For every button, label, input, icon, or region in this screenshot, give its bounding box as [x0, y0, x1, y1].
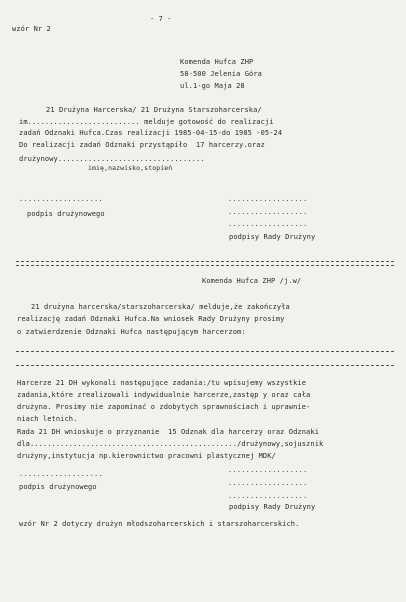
request-line-2: realizację zadań Odznaki Hufca.Na wniosek Rady Drużyny prosimy [17, 315, 285, 323]
signature-label-left-2: podpis drużynowego [19, 483, 97, 491]
report-line-4: Do realizacji zadań Odznaki przystąpiło 17 harcerzy.oraz [19, 141, 265, 149]
report2-line-6: dla................................................/drużynowy,sojusznik [17, 440, 324, 448]
signature-dots-right-2: .................. [228, 208, 308, 216]
report-line-2: im.......................... melduje gotowość do realizacji [19, 118, 274, 126]
separator-line [16, 265, 394, 266]
address-line-3: ul.1-go Maja 28 [180, 82, 245, 90]
request-line-1: 21 drużyna harcerska/starszoharcerska/ melduje,że zakończyła [31, 303, 290, 311]
signature-dots-left-2: ................... [19, 470, 103, 478]
report-line-5: drużynowy.................................. [19, 155, 205, 163]
report2-line-2: zadania,które zrealizowali indywidualnie harcerze,zastęp y oraz cała [17, 391, 311, 399]
address-line-1: Komenda Hufca ZHP [180, 58, 254, 66]
signature-dots-right-6: .................. [228, 492, 308, 500]
signature-dots-right-3: .................. [228, 220, 308, 228]
report-line-1: 21 Drużyna Harcerska/ 21 Drużyna Starszoharcerska/ [46, 106, 262, 114]
blank-entry-line [16, 365, 394, 366]
signature-label-left: podpis drużynowego [27, 210, 105, 218]
signature-dots-right-4: .................. [228, 466, 308, 474]
report2-line-5: Rada 21 DH wnioskuje o przyznanie 15 Odznak dla harcerzy oraz Odznaki [17, 428, 320, 436]
request-line-3: o zatwierdzenie Odznaki Hufca następującym harcerzom: [17, 328, 246, 336]
form-label: wzór Nr 2 [12, 25, 51, 33]
footer-note: wzór Nr 2 dotyczy drużyn młodszoharcerskich i starszoharcerskich. [19, 520, 300, 528]
separator-line [16, 261, 394, 262]
signature-dots-right-1: .................. [228, 195, 308, 203]
signature-dots-left: ................... [19, 195, 103, 203]
page-number: - 7 - [150, 15, 172, 23]
blank-entry-line [16, 351, 394, 352]
report2-line-1: Harcerze 21 DH wykonali następujące zadania:/tu wpisujemy wszystkie [17, 379, 307, 387]
report2-line-4: niach letnich. [17, 415, 78, 423]
address-line-2: 58-500 Jelenia Góra [180, 70, 262, 78]
report2-line-7: drużyny,instytucja np.kierownictwo pracowni plastycznej MDK/ [17, 452, 276, 460]
report-line-3: zadań Odznaki Hufca.Czas realizacji 1985-04-15-do 1985 -05-24 [19, 129, 283, 137]
signature-dots-right-5: .................. [228, 479, 308, 487]
request-title: Komenda Hufca ZHP /j.w/ [202, 277, 302, 285]
report-line-6: imię,nazwisko,stopień [88, 164, 173, 172]
signature-label-right: podpisy Rady Drużyny [229, 233, 316, 241]
signature-label-right-2: podpisy Rady Drużyny [229, 503, 316, 511]
report2-line-3: drużyna. Prosimy nie zapominać o zdobytych sprawnościach i uprawnie- [17, 403, 311, 411]
